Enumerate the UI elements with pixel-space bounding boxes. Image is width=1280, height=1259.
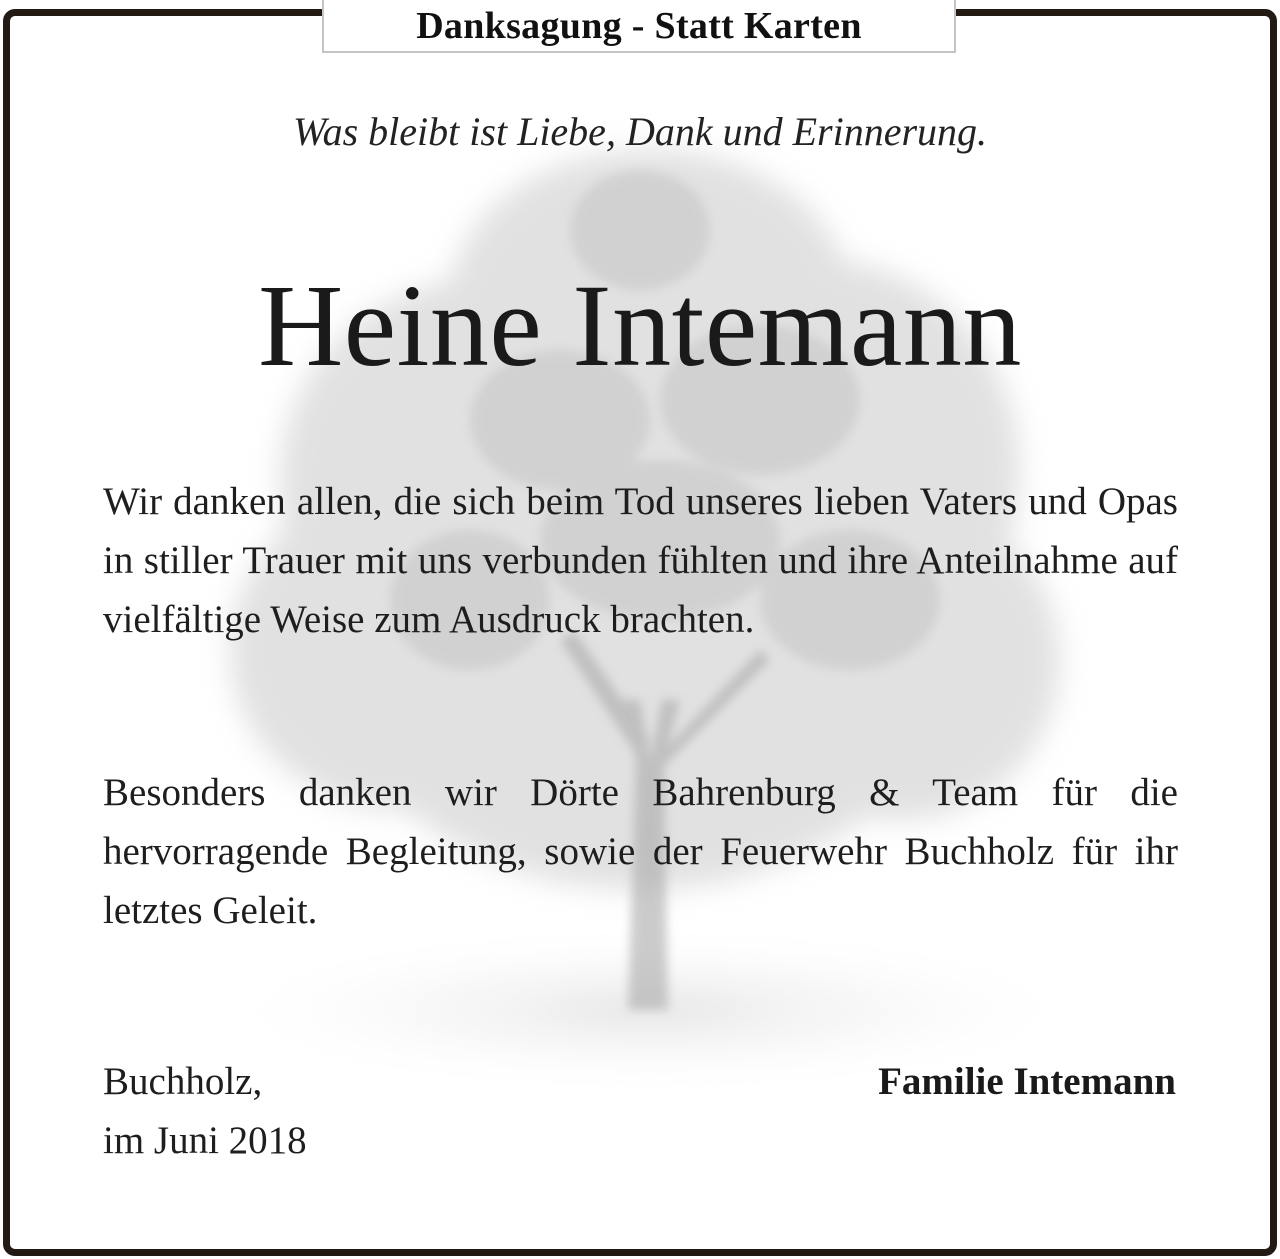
date-text: im Juni 2018 bbox=[103, 1119, 307, 1162]
thanks-paragraph: Wir danken allen, die sich beim Tod unseres lieben Vaters und Opas in stiller Trauer mit uns verbunden fühlten und ihre Anteilnahme auf vielfältige Weise zum Ausdruck brachten. bbox=[103, 480, 1178, 641]
place-and-date bbox=[103, 1052, 307, 1170]
header-title: Danksagung - Statt Karten bbox=[322, 0, 956, 53]
special-thanks-paragraph: Besonders danken wir Dörte Bahrenburg & Team für die hervorragende Begleitung, sowie der Feuerwehr Buchholz für ihr letztes Geleit. bbox=[103, 771, 1178, 932]
family-signature: Familie Intemann bbox=[878, 1060, 1176, 1103]
place-text: Buchholz, bbox=[103, 1060, 263, 1103]
deceased-name: Heine Intemann bbox=[258, 260, 1022, 391]
motto-text: Was bleibt ist Liebe, Dank und Erinnerung. bbox=[292, 109, 988, 154]
